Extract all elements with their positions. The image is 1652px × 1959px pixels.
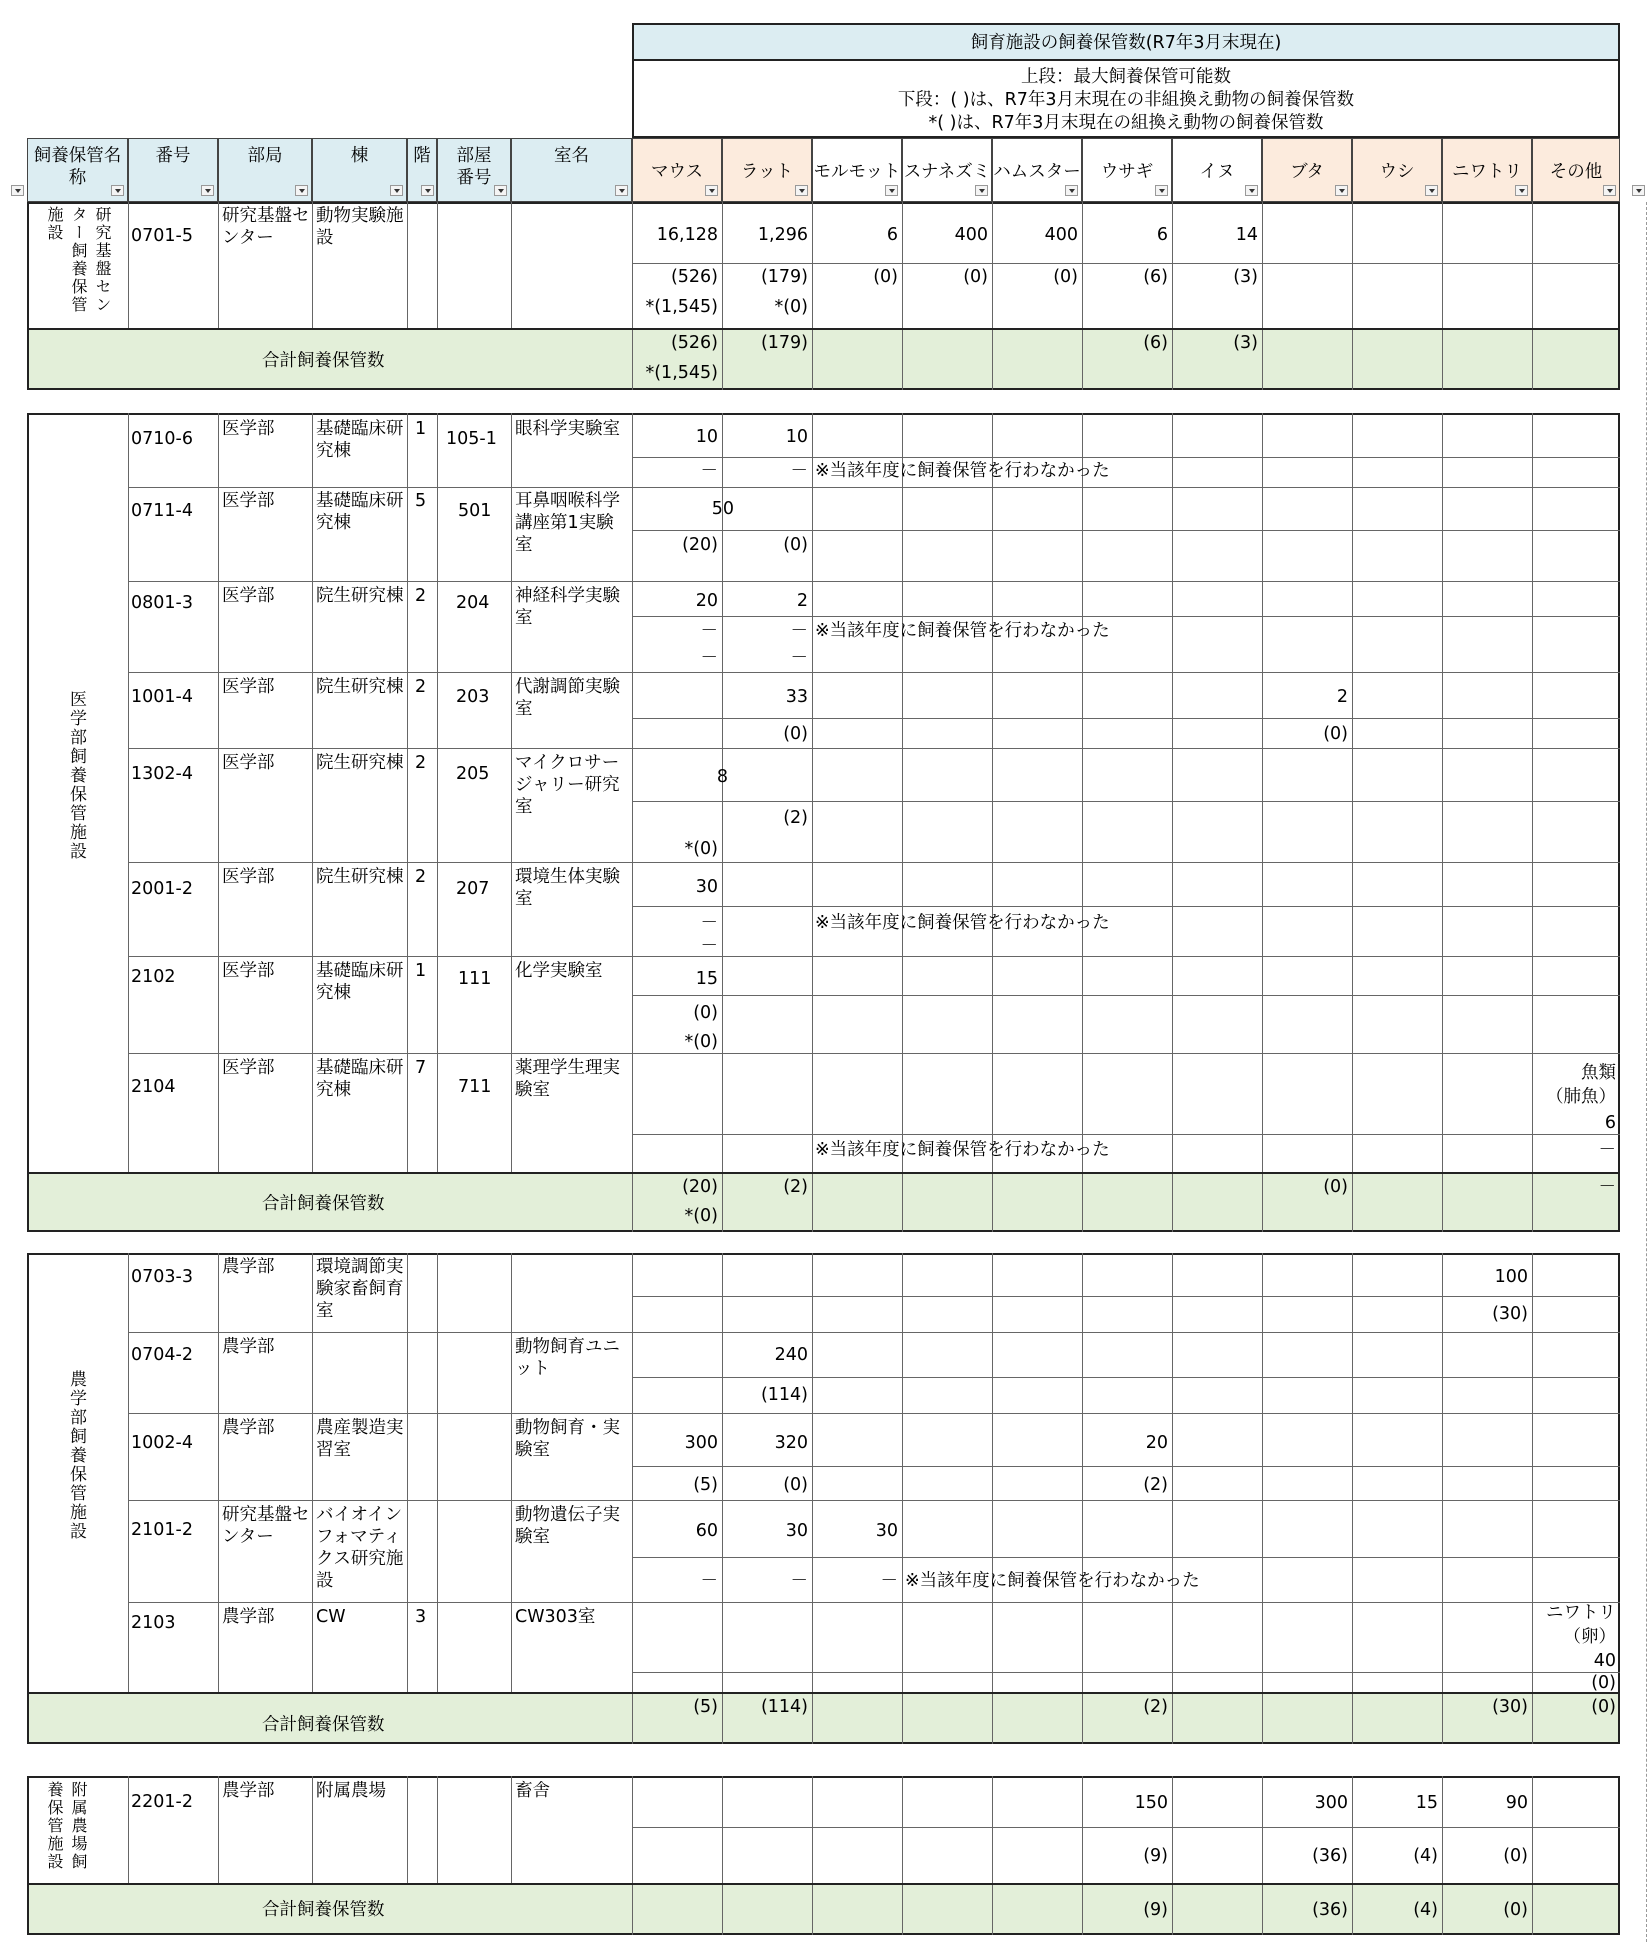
col-number: 番号 (128, 138, 218, 202)
row-room-no: 501 (458, 501, 492, 521)
not-kept-note: ※当該年度に飼養保管を行わなかった (815, 461, 1110, 481)
row-dept: 農学部 (222, 1607, 275, 1627)
row-room-name: 薬理学生理実験室 (515, 1058, 620, 1100)
col-building: 棟 (312, 138, 407, 202)
mouse-current: (5) (693, 1475, 718, 1495)
filter-dropdown-rabbit[interactable] (1155, 185, 1168, 196)
row-building: 院生研究棟 (316, 867, 404, 887)
pig-current: (36) (1312, 1846, 1348, 1866)
rat-current: (179) (760, 267, 808, 287)
col-dog: イヌ (1172, 138, 1262, 202)
mouse-capacity: 30 (695, 877, 718, 897)
row-room-no: 207 (456, 879, 490, 899)
row-number: 1302-4 (131, 764, 193, 784)
row-room-name: 畜舎 (515, 1781, 550, 1801)
mouse-gm-dash: － (700, 936, 718, 956)
mouse-capacity: 60 (695, 1521, 718, 1541)
rat-capacity: 240 (774, 1345, 808, 1365)
col-floor: 階 (407, 138, 437, 202)
row-dept: 医学部 (222, 677, 275, 697)
rat-capacity: 30 (785, 1521, 808, 1541)
cow-current: (4) (1413, 1846, 1438, 1866)
row-room-no: 205 (456, 764, 490, 784)
row-dept: 医学部 (222, 867, 275, 887)
total-pig: (0) (1323, 1177, 1348, 1197)
col-guinea-pig: モルモット (812, 138, 902, 202)
row-dept: 研究基盤センター (222, 1505, 310, 1547)
row-number: 2201-2 (131, 1792, 193, 1812)
row-room-name: 眼科学実験室 (515, 419, 620, 439)
mouse-capacity: 10 (695, 427, 718, 447)
rat-gm-dash: － (790, 648, 808, 668)
chicken-current: (30) (1492, 1304, 1528, 1324)
not-kept-note: ※当該年度に飼養保管を行わなかった (815, 913, 1110, 933)
col-chicken: ニワトリ (1442, 138, 1532, 202)
row-dept: 医学部 (222, 491, 275, 511)
row-building: 動物実験施設 (316, 206, 404, 248)
col-facility: 飼養保管名称 (27, 138, 128, 202)
pig-capacity: 2 (1336, 687, 1348, 707)
other-current: (0) (1591, 1673, 1616, 1693)
row-number: 2102 (131, 967, 176, 987)
hamster-current: (0) (1053, 267, 1078, 287)
row-number: 0711-4 (131, 501, 193, 521)
total-rabbit: (6) (1143, 333, 1168, 353)
filter-dropdown-room-name[interactable] (615, 185, 628, 196)
total-rat: (2) (783, 1177, 808, 1197)
row-number: 0704-2 (131, 1345, 193, 1365)
row-building: 院生研究棟 (316, 677, 404, 697)
rat-dash: － (790, 1571, 808, 1591)
row-room-name: 化学実験室 (515, 961, 603, 981)
rat-current: (0) (783, 724, 808, 744)
filter-dropdown-chicken[interactable] (1515, 185, 1528, 196)
mouse-dash: － (700, 913, 718, 933)
total-dog: (3) (1233, 333, 1258, 353)
rat-capacity: 10 (785, 427, 808, 447)
chicken-current: (0) (1503, 1846, 1528, 1866)
row-number: 2101-2 (131, 1520, 193, 1540)
row-floor: 1 (415, 961, 427, 981)
filter-dropdown-room-no[interactable] (494, 185, 507, 196)
row-floor: 3 (415, 1607, 427, 1627)
rabbit-capacity: 6 (1156, 225, 1168, 245)
row-number: 0801-3 (131, 593, 193, 613)
legend-note (632, 61, 1620, 138)
row-dept: 農学部 (222, 1781, 275, 1801)
row-number: 2103 (131, 1613, 176, 1633)
filter-dropdown-pig[interactable] (1335, 185, 1348, 196)
total-label: 合計飼養保管数 (262, 1900, 385, 1920)
filter-dropdown-dept[interactable] (295, 185, 308, 196)
rat-dash: － (790, 461, 808, 481)
mouse-gm: *(0) (684, 839, 718, 859)
rabbit-capacity: 20 (1145, 1433, 1168, 1453)
rat-capacity: 1,296 (757, 225, 808, 245)
pig-current: (0) (1323, 724, 1348, 744)
total-mouse: (5) (693, 1697, 718, 1717)
filter-dropdown-extra[interactable] (1632, 185, 1645, 196)
col-rat: ラット (722, 138, 812, 202)
mouse-gm: *(1,545) (645, 297, 718, 317)
row-floor: 2 (415, 753, 427, 773)
total-label: 合計飼養保管数 (262, 1715, 385, 1735)
col-gerbil: スナネズミ (902, 138, 992, 202)
row-dept: 医学部 (222, 753, 275, 773)
mouse-capacity: 20 (695, 591, 718, 611)
mouse-current: (0) (693, 1003, 718, 1023)
guinea-dash: － (880, 1571, 898, 1591)
row-room-no: 111 (458, 969, 492, 989)
row-floor: 5 (415, 491, 427, 511)
total-rabbit: (2) (1143, 1697, 1168, 1717)
total-pig: (36) (1312, 1900, 1348, 1920)
row-dept: 研究基盤センター (222, 206, 310, 248)
filter-dropdown-hamster[interactable] (1065, 185, 1078, 196)
total-chicken: (30) (1492, 1697, 1528, 1717)
row-dept: 医学部 (222, 419, 275, 439)
total-label: 合計飼養保管数 (262, 351, 385, 371)
dog-capacity: 14 (1235, 225, 1258, 245)
row-dept: 医学部 (222, 961, 275, 981)
rabbit-current: (9) (1143, 1846, 1168, 1866)
total-other-dash: － (1598, 1177, 1616, 1197)
col-room-name: 室名 (511, 138, 632, 202)
filter-dropdown-facility-left[interactable] (11, 185, 24, 196)
mouse-capacity: 15 (695, 969, 718, 989)
row-number: 0710-6 (131, 429, 193, 449)
legend-gm: *( )は、R7年3月末現在の組換え動物の飼養保管数 (928, 113, 1324, 133)
row-building: バイオインフォマティクス研究施設 (316, 1505, 404, 1591)
row-room-name: 代謝調節実験室 (515, 677, 620, 719)
row-building: 基礎臨床研究棟 (316, 1058, 404, 1100)
col-dept: 部局 (218, 138, 312, 202)
row-floor: 2 (415, 586, 427, 606)
row-room-name: 神経科学実験室 (515, 586, 620, 628)
col-mouse: マウス (632, 138, 722, 202)
row-room-no: 203 (456, 687, 490, 707)
pig-capacity: 300 (1314, 1793, 1348, 1813)
total-rabbit: (9) (1143, 1900, 1168, 1920)
gerbil-capacity: 400 (954, 225, 988, 245)
rat-current: (0) (783, 1475, 808, 1495)
row-building: CW (316, 1607, 346, 1627)
row-number: 0703-3 (131, 1267, 193, 1287)
mouse-gm-dash: － (700, 648, 718, 668)
mouse-dash: － (700, 1571, 718, 1591)
filter-dropdown-gerbil[interactable] (975, 185, 988, 196)
total-mouse: (20) (682, 1177, 718, 1197)
mouse-current: (20) (682, 535, 718, 555)
row-number: 1002-4 (131, 1433, 193, 1453)
row-number: 1001-4 (131, 687, 193, 707)
rat-capacity: 33 (785, 687, 808, 707)
row-room-name: 動物飼育ユニット (515, 1337, 620, 1379)
row-room-no: 105-1 (446, 429, 497, 449)
guinea-capacity: 30 (875, 1521, 898, 1541)
filter-dropdown-guinea-pig[interactable] (885, 185, 898, 196)
gerbil-current: (0) (963, 267, 988, 287)
total-mouse-gm: *(1,545) (645, 363, 718, 383)
col-rabbit: ウサギ (1082, 138, 1172, 202)
row-room-name: 動物遺伝子実験室 (515, 1505, 620, 1547)
filter-dropdown-cow[interactable] (1425, 185, 1438, 196)
row-room-name: 耳鼻咽喉科学講座第1実験室 (515, 491, 620, 555)
rabbit-current: (2) (1143, 1475, 1168, 1495)
rat-gm: *(0) (774, 297, 808, 317)
other-species-detail: （肺魚） (1546, 1087, 1616, 1107)
chicken-capacity: 90 (1505, 1793, 1528, 1813)
total-rat: (114) (760, 1697, 808, 1717)
filter-dropdown-rat[interactable] (795, 185, 808, 196)
rabbit-capacity: 150 (1134, 1793, 1168, 1813)
chicken-capacity: 100 (1494, 1267, 1528, 1287)
row-dept: 医学部 (222, 1058, 275, 1078)
rat-current: (0) (783, 535, 808, 555)
filter-dropdown-building[interactable] (390, 185, 403, 196)
row-room-name: 動物飼育・実験室 (515, 1418, 620, 1460)
col-cow: ウシ (1352, 138, 1442, 202)
facility-name-medical: 医学部飼養保管施設 (66, 690, 86, 861)
row-building: 環境調節実験家畜飼育室 (316, 1257, 404, 1321)
other-species: 魚類 (1581, 1063, 1616, 1083)
filter-dropdown-floor[interactable] (421, 185, 434, 196)
filter-dropdown-dog[interactable] (1245, 185, 1258, 196)
row-number: 2001-2 (131, 879, 193, 899)
col-hamster: ハムスター (992, 138, 1082, 202)
row-building: 基礎臨床研究棟 (316, 491, 404, 533)
guinea-current: (0) (873, 267, 898, 287)
facility-name-agriculture: 農学部飼養保管施設 (66, 1370, 86, 1541)
total-mouse-gm: *(0) (684, 1206, 718, 1226)
row-building: 基礎臨床研究棟 (316, 419, 404, 461)
row-floor: 2 (415, 867, 427, 887)
filter-dropdown-number[interactable] (201, 185, 214, 196)
page-break-line (1646, 202, 1647, 1942)
col-other: その他 (1532, 138, 1620, 202)
guinea-capacity: 6 (886, 225, 898, 245)
row-floor: 2 (415, 677, 427, 697)
total-cow: (4) (1413, 1900, 1438, 1920)
col-room-no: 部屋番号 (437, 138, 511, 202)
mouse-dash: － (700, 461, 718, 481)
other-species: ニワトリ (1546, 1603, 1616, 1623)
mouse-dash: － (700, 621, 718, 641)
row-room-no: 204 (456, 593, 490, 613)
rat-current: (2) (783, 808, 808, 828)
total-label: 合計飼養保管数 (262, 1194, 385, 1214)
mouse-capacity: 300 (684, 1433, 718, 1453)
row-room-name: CW303室 (515, 1607, 596, 1627)
other-species-detail: （卵） (1563, 1627, 1616, 1647)
table-title: 飼育施設の飼養保管数(R7年3月末現在) (632, 23, 1620, 61)
total-chicken: (0) (1503, 1900, 1528, 1920)
hamster-capacity: 400 (1044, 225, 1078, 245)
mouse-capacity: 50 (711, 499, 734, 519)
legend-lower: 下段：( )は、R7年3月末現在の非組換え動物の飼養保管数 (897, 90, 1355, 110)
mouse-capacity: 16,128 (656, 225, 718, 245)
filter-dropdown-other[interactable] (1603, 185, 1616, 196)
not-kept-note: ※当該年度に飼養保管を行わなかった (815, 1140, 1110, 1160)
row-number: 2104 (131, 1077, 176, 1097)
dog-current: (3) (1233, 267, 1258, 287)
rat-capacity: 2 (796, 591, 808, 611)
row-building: 基礎臨床研究棟 (316, 961, 404, 1003)
total-other: (0) (1591, 1697, 1616, 1717)
other-dash: － (1598, 1140, 1616, 1160)
not-kept-note: ※当該年度に飼養保管を行わなかった (905, 1571, 1200, 1591)
rat-current: (114) (760, 1385, 808, 1405)
facility-name-research: 研究基盤センター飼養保管施設 (45, 206, 112, 314)
filter-dropdown-mouse[interactable] (705, 185, 718, 196)
rat-capacity: 320 (774, 1433, 808, 1453)
row-building: 院生研究棟 (316, 586, 404, 606)
facility-name-farm: 附属農場飼養保管施設 (45, 1781, 88, 1871)
row-room-name: マイクロサージャリー研究室 (515, 753, 620, 817)
filter-dropdown-facility[interactable] (111, 185, 124, 196)
legend-upper: 上段：最大飼養保管可能数 (1021, 67, 1231, 87)
mouse-current: (526) (670, 267, 718, 287)
row-dept: 農学部 (222, 1337, 275, 1357)
row-floor: 7 (415, 1058, 427, 1078)
cow-capacity: 15 (1415, 1793, 1438, 1813)
not-kept-note: ※当該年度に飼養保管を行わなかった (815, 621, 1110, 641)
row-room-name: 環境生体実験室 (515, 867, 620, 909)
other-capacity: 6 (1604, 1113, 1616, 1133)
col-pig: ブタ (1262, 138, 1352, 202)
row-number: 0701-5 (131, 226, 193, 246)
row-dept: 農学部 (222, 1418, 275, 1438)
row-building: 院生研究棟 (316, 753, 404, 773)
mouse-gm: *(0) (684, 1032, 718, 1052)
total-mouse: (526) (670, 333, 718, 353)
rat-dash: － (790, 621, 808, 641)
other-capacity: 40 (1593, 1651, 1616, 1671)
rabbit-current: (6) (1143, 267, 1168, 287)
row-room-no: 711 (458, 1077, 492, 1097)
row-dept: 農学部 (222, 1257, 275, 1277)
row-dept: 医学部 (222, 586, 275, 606)
mouse-capacity: 8 (716, 767, 728, 787)
row-floor: 1 (415, 419, 427, 439)
row-building: 農産製造実習室 (316, 1418, 404, 1460)
row-building: 附属農場 (316, 1781, 386, 1801)
total-rat: (179) (760, 333, 808, 353)
